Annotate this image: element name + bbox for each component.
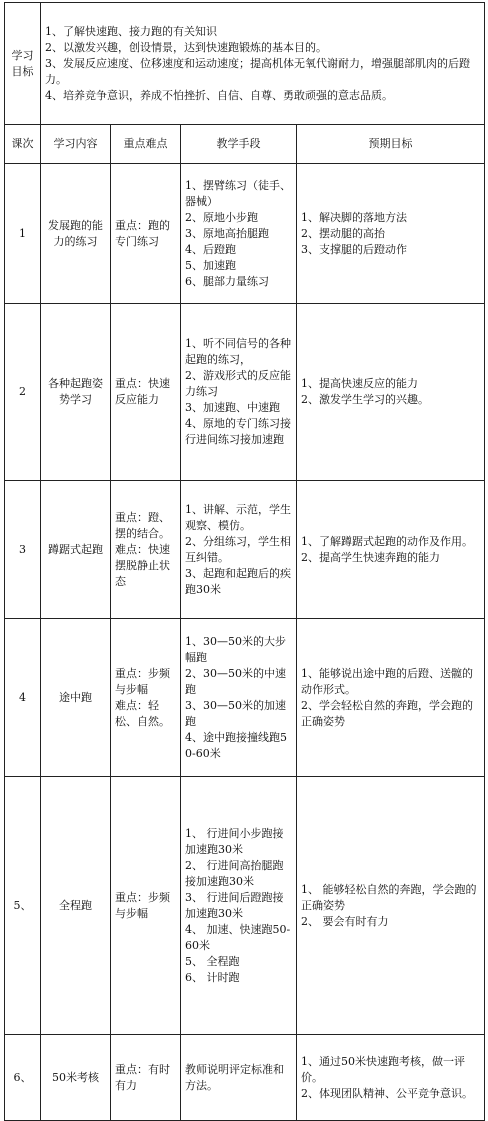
method-item: 4、后蹬跑 — [185, 242, 236, 256]
goal-item: 3、发展反应速度、位移速度和运动速度；提高机体无氧代谢耐力，增强腿部肌肉的后蹬力。 — [45, 56, 470, 86]
goals-label: 学习目标 — [5, 3, 41, 125]
lesson-expected-goals — [297, 1035, 485, 1121]
header-key: 重点难点 — [111, 125, 181, 164]
method-item: 4、途中跑接撞线跑50-60米 — [185, 730, 287, 760]
lesson-expected-goals — [297, 619, 485, 777]
lesson-key-points: 重点：快速反应能力 — [111, 304, 181, 481]
expected-goal-item: 1、提高快速反应的能力 — [301, 377, 418, 390]
lesson-content: 各种起跑姿势学习 — [41, 304, 111, 481]
lesson-methods — [181, 164, 297, 304]
expected-goal-item: 2、 要会有时有力 — [301, 914, 389, 928]
header-goal: 预期目标 — [297, 125, 485, 164]
header-lesson: 课次 — [5, 125, 41, 164]
method-item: 1、听不同信号的各种起跑的练习， — [185, 337, 291, 366]
header-content: 学习内容 — [41, 125, 111, 164]
lesson-plan-document — [4, 2, 484, 1121]
lesson-key-points: 重点：有时有力 — [111, 1035, 181, 1121]
goals-list — [41, 3, 485, 125]
expected-goal-item: 2、摆动腿的高抬 — [301, 226, 385, 240]
expected-goal-item: 1、解决脚的落地方法 — [301, 210, 407, 224]
lesson-number: 1 — [5, 164, 41, 304]
method-item: 3、 行进间后蹬跑接加速跑30米 — [185, 890, 284, 920]
lesson-key-points: 重点：步频与步幅 — [111, 777, 181, 1035]
goal-item: 1、了解快速跑、接力跑的有关知识 — [45, 24, 217, 38]
expected-goal-item: 2、体现团队精神、公平竞争意识。 — [301, 1086, 473, 1100]
expected-goal-item: 2、提高学生快速奔跑的能力 — [301, 550, 440, 564]
lesson-content: 发展跑的能力的练习 — [41, 164, 111, 304]
lesson-methods — [181, 1035, 297, 1121]
lesson-expected-goals — [297, 164, 485, 304]
method-item: 1、摆臂练习（徒手、器械） — [185, 178, 291, 208]
lesson-methods — [181, 304, 297, 481]
lesson-key-points: 重点：蹬、摆的结合。 难点：快速摆脱静止状态 — [111, 481, 181, 619]
method-item: 2、原地小步跑 — [185, 210, 258, 224]
lesson-methods — [181, 777, 297, 1035]
method-item: 5、加速跑 — [185, 258, 236, 272]
lesson-content: 途中跑 — [41, 619, 111, 777]
lesson-row — [5, 481, 485, 619]
expected-goal-item: 1、通过50米快速跑考核，做一评价。 — [301, 1054, 465, 1084]
lesson-methods — [181, 619, 297, 777]
expected-goal-item: 1、了解蹲踞式起跑的动作及作用。 — [301, 534, 473, 548]
method-item: 2、游戏形式的反应能力练习 — [185, 369, 291, 398]
method-item: 3、起跑和起跑后的疾跑30米 — [185, 566, 291, 596]
lesson-methods — [181, 481, 297, 619]
lesson-number: 2 — [5, 304, 41, 481]
expected-goal-item: 1、能够说出途中跑的后蹬、送髋的动作形式。 — [301, 666, 473, 696]
method-item: 3、加速跑、中速跑 — [185, 401, 280, 414]
goal-item: 2、以激发兴趣，创设情景，达到快速跑锻炼的基本目的。 — [45, 40, 327, 54]
lesson-row — [5, 304, 485, 481]
lesson-number: 5、 — [5, 777, 41, 1035]
method-item: 5、 全程跑 — [185, 954, 240, 968]
lesson-key-points: 重点：跑的专门练习 — [111, 164, 181, 304]
method-item: 1、30—50米的大步幅跑 — [185, 634, 286, 664]
lesson-number: 6、 — [5, 1035, 41, 1121]
lesson-row — [5, 1035, 485, 1121]
method-item: 2、30—50米的中速跑 — [185, 666, 286, 696]
lesson-number: 3 — [5, 481, 41, 619]
expected-goal-item: 1、 能够轻松自然的奔跑，学会跑的正确姿势 — [301, 882, 477, 912]
lesson-content: 50米考核 — [41, 1035, 111, 1121]
method-item: 2、 行进间高抬腿跑接加速跑30米 — [185, 858, 284, 888]
goal-item: 4、培养竞争意识，养成不怕挫折、自信、自尊、勇敢顽强的意志品质。 — [45, 88, 393, 102]
lesson-expected-goals — [297, 777, 485, 1035]
lesson-plan-table — [4, 2, 485, 1121]
method-item: 6、 计时跑 — [185, 970, 240, 984]
header-method: 教学手段 — [181, 125, 297, 164]
lesson-row — [5, 619, 485, 777]
expected-goal-item: 3、支撑腿的后蹬动作 — [301, 242, 407, 256]
lesson-number: 4 — [5, 619, 41, 777]
method-item: 1、 行进间小步跑接加速跑30米 — [185, 826, 284, 856]
lesson-content: 蹲踞式起跑 — [41, 481, 111, 619]
lesson-expected-goals — [297, 481, 485, 619]
lesson-content: 全程跑 — [41, 777, 111, 1035]
expected-goal-item: 2、学会轻松自然的奔跑，学会跑的正确姿势 — [301, 698, 473, 728]
lesson-row — [5, 777, 485, 1035]
method-item: 1、讲解、示范，学生观察、模仿。 — [185, 502, 291, 532]
method-item: 2、分组练习，学生相互纠错。 — [185, 534, 291, 564]
expected-goal-item: 2、激发学生学习的兴趣。 — [301, 393, 429, 406]
method-item: 教师说明评定标准和方法。 — [185, 1062, 284, 1092]
method-item: 3、30—50米的加速跑 — [185, 698, 286, 728]
lesson-expected-goals — [297, 304, 485, 481]
method-item: 6、腿部力量练习 — [185, 274, 269, 288]
goals-row — [5, 3, 485, 125]
method-item: 4、原地的专门练习接行进间练习接加速跑 — [185, 417, 291, 446]
lesson-key-points: 重点：步频与步幅 难点：轻松、自然。 — [111, 619, 181, 777]
method-item: 3、原地高抬腿跑 — [185, 226, 269, 240]
header-row — [5, 125, 485, 164]
lesson-row — [5, 164, 485, 304]
method-item: 4、 加速、快速跑50-60米 — [185, 922, 291, 952]
